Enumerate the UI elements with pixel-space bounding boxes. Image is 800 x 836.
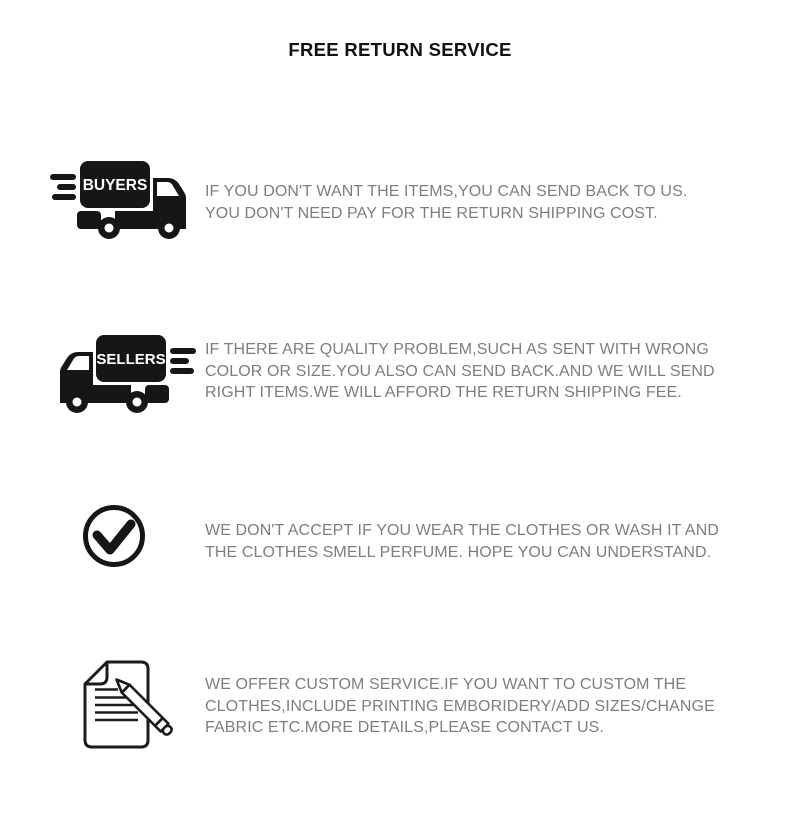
buyers-truck-icon bbox=[48, 155, 198, 250]
buyers-return-text bbox=[205, 181, 780, 224]
text-line: YOU DON'T NEED PAY FOR THE RETURN SHIPPING COST. bbox=[205, 204, 658, 222]
text-line: FABRIC ETC.MORE DETAILS,PLEASE CONTACT US. bbox=[205, 719, 604, 737]
text-line: RIGHT ITEMS.WE WILL AFFORD THE RETURN SHIPPING FEE. bbox=[205, 384, 682, 402]
speed-line bbox=[57, 184, 76, 190]
sellers-truck-label: SELLERS bbox=[96, 351, 166, 368]
sellers-return-text bbox=[205, 339, 780, 404]
text-line: CLOTHES,INCLUDE PRINTING EMBORIDERY/ADD SIZES/CHANGE bbox=[205, 697, 715, 715]
document-pencil-icon bbox=[80, 657, 178, 752]
text-line: COLOR OR SIZE.YOU ALSO CAN SEND BACK.AND WE WILL SEND bbox=[205, 362, 715, 380]
text-line: IF YOU DON'T WANT THE ITEMS,YOU CAN SEND BACK TO US. bbox=[205, 183, 688, 200]
text-line: WE DON'T ACCEPT IF YOU WEAR THE CLOTHES OR WASH IT AND bbox=[205, 522, 720, 539]
buyers-truck-label: BUYERS bbox=[82, 177, 148, 194]
sellers-truck-icon bbox=[48, 329, 198, 424]
speed-line bbox=[50, 174, 76, 180]
page-title: FREE RETURN SERVICE bbox=[288, 39, 512, 60]
checkmark bbox=[97, 524, 131, 550]
text-line: WE OFFER CUSTOM SERVICE.IF YOU WANT TO CUSTOM THE bbox=[205, 676, 687, 693]
text-line: THE CLOTHES SMELL PERFUME. HOPE YOU CAN UNDERSTAND. bbox=[205, 543, 712, 561]
speed-line bbox=[170, 358, 189, 364]
speed-line bbox=[170, 348, 196, 354]
custom-service-text bbox=[205, 674, 780, 739]
checkmark-circle-icon bbox=[81, 503, 147, 569]
text-line: IF THERE ARE QUALITY PROBLEM,SUCH AS SENT WITH WRONG bbox=[205, 341, 709, 358]
speed-line bbox=[170, 368, 194, 374]
wear-policy-text bbox=[205, 520, 780, 563]
speed-line bbox=[52, 194, 76, 200]
